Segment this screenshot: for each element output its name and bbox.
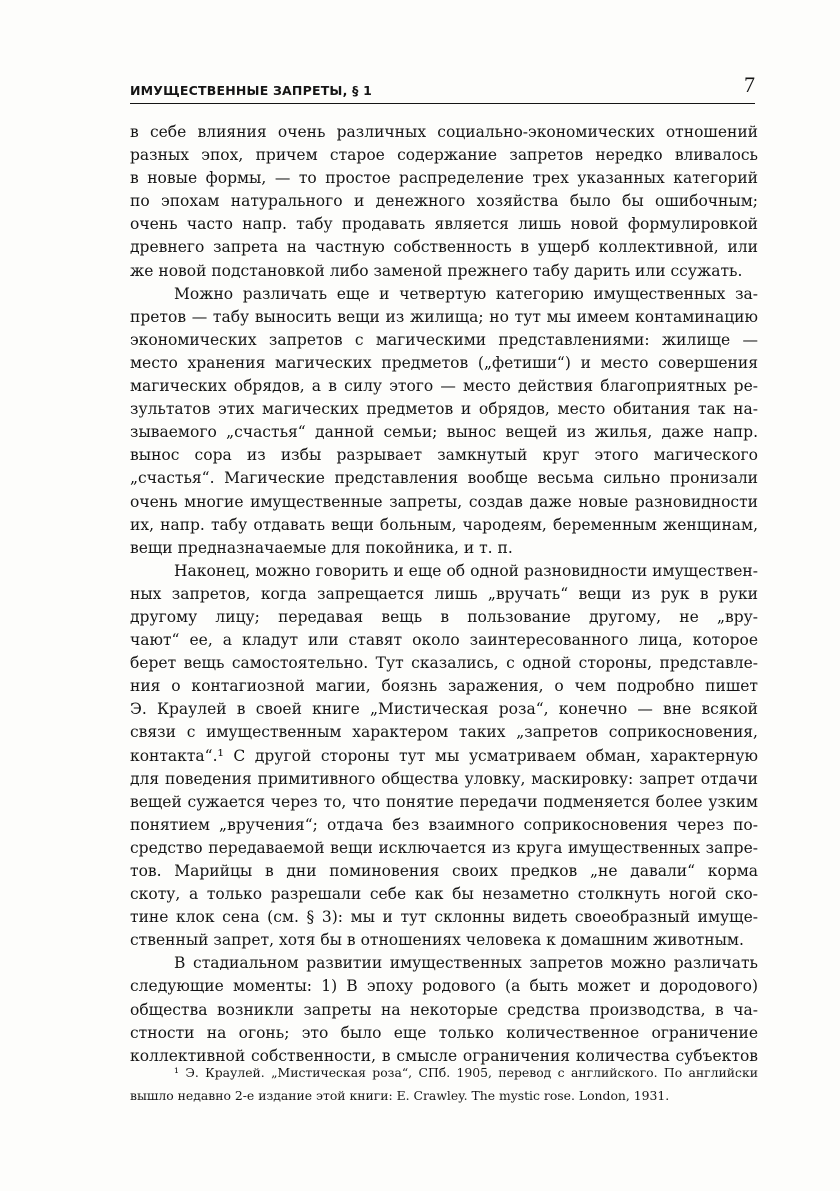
text-line: „счастья“. Магические представления вообще весьма сильно пронизали [130,469,758,488]
text-line: для поведения примитивного общества уловку, маскировку: запрет отдачи [130,769,758,788]
text-line: скоту, а только разрешали себе как бы незаметно столкнуть ногой ско- [130,885,758,904]
text-line: по эпохам натурального и денежного хозяйства было бы ошибочным; [130,192,758,211]
text-line: ния о контагиозной магии, боязнь заражения, о чем подробно пишет [130,677,758,696]
text-line: претов — табу выносить вещи из жилища; но тут мы имеем контаминацию [130,307,758,326]
text-line: тине клок сена (см. § 3): мы и тут склонны видеть своеобразный имуще- [130,908,758,927]
running-head: ИМУЩЕСТВЕННЫЕ ЗАПРЕТЫ, § 1 [130,83,372,98]
paragraph-start: Можно различать еще и четвертую категорию имущественных за- [174,284,758,303]
text-line: в новые формы, — то простое распределение трех указанных категорий [130,169,758,188]
text-line: вещей сужается через то, что понятие передачи подменяется более узким [130,792,758,811]
text-line: берет вещь самостоятельно. Тут сказались, с одной стороны, представле- [130,654,758,673]
text-line: коллективной собственности, в смысле ограничения количества субъектов [130,1046,758,1065]
header-rule [130,103,755,104]
text-line: магических обрядов, а в силу этого — место действия благоприятных ре- [130,377,758,396]
text-line: тов. Марийцы в дни поминовения своих предков „не давали“ корма [130,862,758,880]
text-line: вынос сора из избы разрывает замкнутый круг этого магического [130,446,758,465]
footnote-line: вышло недавно 2-е издание этой книги: E. Crawley. The mystic rose. London, 1931. [130,1088,670,1104]
text-line: ственный запрет, хотя бы в отношениях человека к домашним животным. [130,931,744,950]
text-line: зультатов этих магических предметов и обрядов, место обитания так на- [130,400,758,419]
text-line: древнего запрета на частную собственность в ущерб коллективной, или [130,238,758,257]
text-line: следующие моменты: 1) В эпоху родового (а быть может и дородового) [130,977,758,996]
text-line: чают“ ее, а кладут или ставят около заинтересованного лица, которое [130,631,758,650]
page-number: 7 [744,72,755,97]
text-line: Э. Краулей в своей книге „Мистическая роза“, конечно — вне всякой [130,700,758,719]
text-line: в себе влияния очень различных социально-экономических отношений [130,123,758,141]
text-line: понятием „вручения“; отдача без взаимного соприкосновения через по- [130,815,758,834]
footnote-line: ¹ Э. Краулей. „Мистическая роза“, СПб. 1905, перевод с английского. По английски [174,1065,758,1080]
body-text [130,121,758,1068]
text-line: экономических запретов с магическими представлениями: жилище — [130,330,758,349]
text-line: очень часто напр. табу продавать является лишь новой формулировкой [130,215,758,234]
paragraph-start: Наконец, можно говорить и еще об одной разновидности имуществен- [174,561,758,580]
text-line: зываемого „счастья“ данной семьи; вынос вещей из жилья, даже напр. [130,423,758,442]
paragraph-start: В стадиальном развитии имущественных запретов можно различать [174,954,758,973]
text-line: средство передаваемой вещи исключается из круга имущественных запре- [130,838,758,857]
text-line: место хранения магических предметов („фетиши“) и место совершения [130,353,758,372]
text-line: вещи предназначаемые для покойника, и т. п. [130,538,513,557]
text-line: очень многие имущественные запреты, создав даже новые разновидности [130,492,758,511]
text-line: другому лицу; передавая вещь в пользование другому, не „вру- [130,607,758,626]
page-header [130,70,755,104]
text-line: общества возникли запреты на некоторые средства производства, в ча- [130,1000,758,1019]
text-line: их, напр. табу отдавать вещи больным, чародеям, беременным женщинам, [130,515,758,534]
text-line: ных запретов, когда запрещается лишь „вручать“ вещи из рук в руки [130,584,758,603]
text-line: контакта“.¹ С другой стороны тут мы усматриваем обман, характерную [130,746,758,765]
footnotes [130,1062,758,1108]
text-line: стности на огонь; это было еще только количественное ограничение [130,1023,758,1042]
text-line: разных эпох, причем старое содержание запретов нередко вливалось [130,146,758,165]
text-line: связи с имущественным характером таких „запретов соприкосновения, [130,723,758,742]
text-line: же новой подстановкой либо заменой прежнего табу дарить или ссужать. [130,261,743,280]
